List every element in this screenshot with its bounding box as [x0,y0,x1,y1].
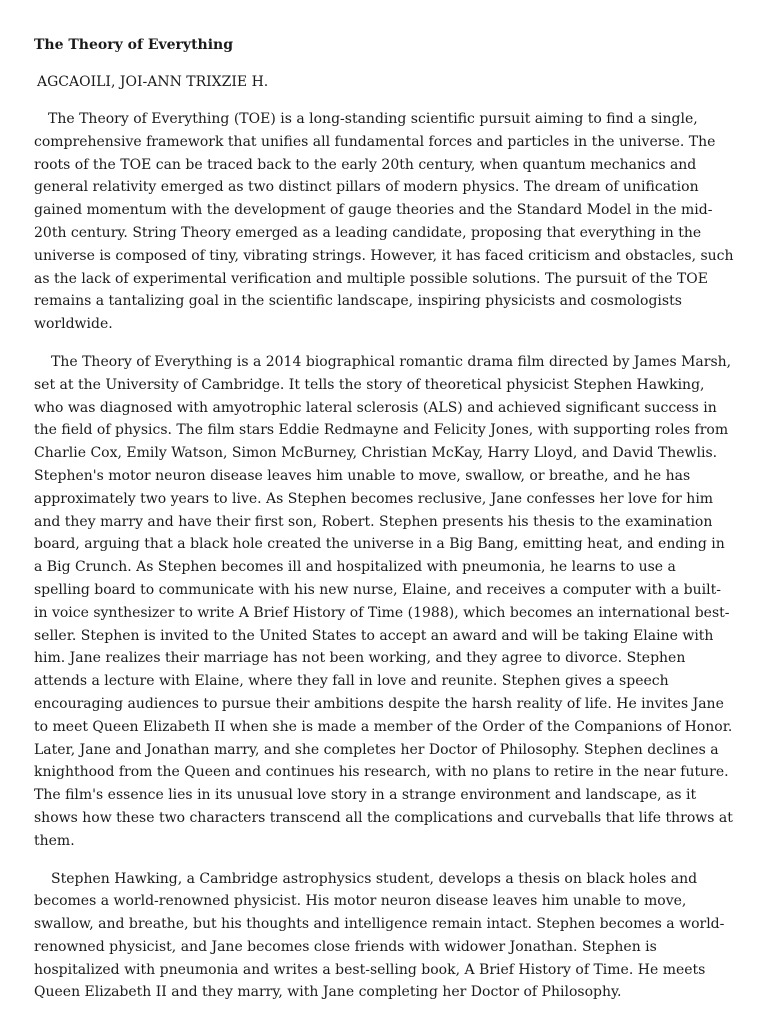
document-author: AGCAOILI, JOI-ANN TRIXZIE H. [37,74,269,90]
paragraph-toe-overview: The Theory of Everything (TOE) is a long-standing scientific pursuit aiming to find a single, comprehensive framework that unifies all fundamental forces and particles in the universe. The roots of the TOE can be traced back to the early 20th century, when quantum mechanics and general relativity emerged as two distinct pillars of modern physics. The dream of unification gained momentum with the development of gauge theories and the Standard Model in the mid-20th century. String Theory emerged as a leading candidate, proposing that everything in the universe is composed of tiny, vibrating strings. However, it has faced criticism and obstacles, such as the lack of experimental verification and multiple possible solutions. The pursuit of the TOE remains a tantalizing goal in the scientific landscape, inspiring physicists and cosmologists worldwide. [34,111,734,333]
document-title: The Theory of Everything [34,37,233,53]
paragraph-film-summary: The Theory of Everything is a 2014 biographical romantic drama film directed by James Marsh, set at the University of Cambridge. It tells the story of theoretical physicist Stephen Hawking, who was diagnosed with amyotrophic lateral sclerosis (ALS) and achieved significant success in the field of physics. The film stars Eddie Redmayne and Felicity Jones, with supporting roles from Charlie Cox, Emily Watson, Simon McBurney, Christian McKay, Harry Lloyd, and David Thewlis. Stephen's motor neuron disease leaves him unable to move, swallow, or breathe, and he has approximately two years to live. As Stephen becomes reclusive, Jane confesses her love for him and they marry and have their first son, Robert. Stephen presents his thesis to the examination board, arguing that a black hole created the universe in a Big Bang, emitting heat, and ending in a Big Crunch. As Stephen becomes ill and hospitalized with pneumonia, he learns to use a spelling board to communicate with his new nurse, Elaine, and receives a computer with a built-in voice synthesizer to write A Brief History of Time (1988), which becomes an international best-seller. Stephen is invited to the United States to accept an award and will be taking Elaine with him. Jane realizes their marriage has not been working, and they agree to divorce. Stephen attends a lecture with Elaine, where they fall in love and reunite. Stephen gives a speech encouraging audiences to pursue their ambitions despite the harsh reality of life. He invites Jane to meet Queen Elizabeth II when she is made a member of the Order of the Companions of Honor. Later, Jane and Jonathan marry, and she completes her Doctor of Philosophy. Stephen declines a knighthood from the Queen and continues his research, with no plans to retire in the near future. The film's essence lies in its unusual love story in a strange environment and landscape, as it shows how these two characters transcend all the complications and curveballs that life throws at them. [34,353,733,849]
document-page [34,34,734,1019]
paragraph-hawking-summary: Stephen Hawking, a Cambridge astrophysics student, develops a thesis on black holes and becomes a world-renowned physicist. His motor neuron disease leaves him unable to move, swallow, and breathe, but his thoughts and intelligence remain intact. Stephen becomes a world-renowned physicist, and Jane becomes close friends with widower Jonathan. Stephen is hospitalized with pneumonia and writes a best-selling book, A Brief History of Time. He meets Queen Elizabeth II and they marry, with Jane completing her Doctor of Philosophy. [34,870,725,1001]
